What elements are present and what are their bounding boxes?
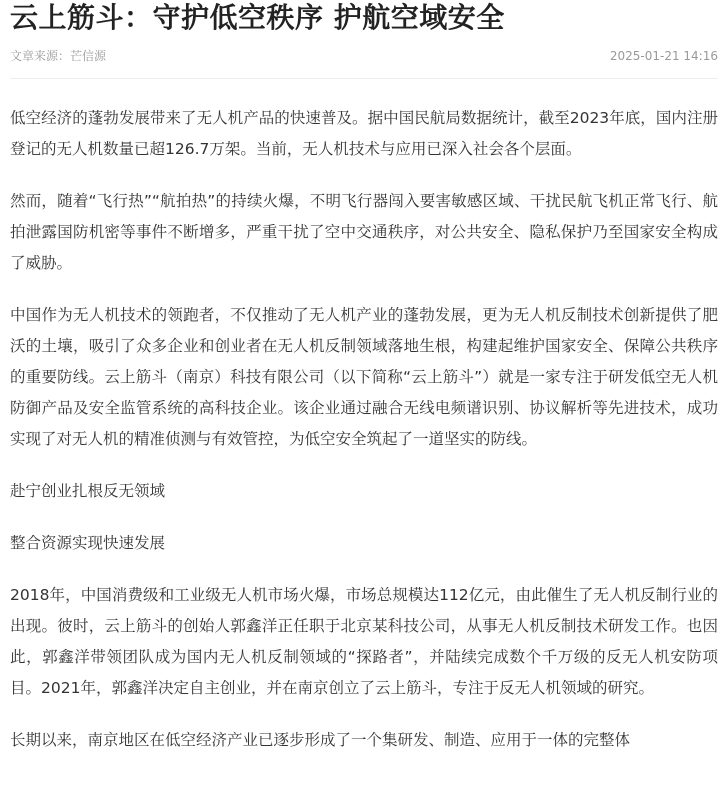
- subheading-2: 整合资源实现快速发展: [10, 534, 166, 552]
- article-source: 文章来源：芒信源: [10, 49, 107, 63]
- article-datetime: 2025-01-21 14:16: [609, 49, 718, 63]
- paragraph-2: 然而，随着“飞行热”“航拍热”的持续火爆，不明飞行器闯入要害敏感区域、干扰民航飞机正常飞行、航拍泄露国防机密等事件不断增多，严重干扰了空中交通秩序，对公共安全、隐私保护乃至国家安全构成了威胁。: [10, 192, 718, 272]
- paragraph-5: 长期以来，南京地区在低空经济产业已逐步形成了一个集研发、制造、应用于一体的完整体: [10, 731, 631, 749]
- paragraph-3: 中国作为无人机技术的领跑者，不仅推动了无人机产业的蓬勃发展，更为无人机反制技术创新提供了肥沃的土壤，吸引了众多企业和创业者在无人机反制领域落地生根，构建起维护国家安全、保障公共秩序的重要防线。云上筋斗（南京）科技有限公司（以下简称“云上筋斗”）就是一家专注于研发低空无人机防御产品及安全监管系统的高科技企业。该企业通过融合无线电频谱识别、协议解析等先进技术，成功实现了对无人机的精准侦测与有效管控，为低空安全筑起了一道坚实的防线。: [10, 306, 718, 448]
- article-meta: [10, 46, 718, 66]
- subheading-1: 赴宁创业扎根反无领域: [10, 482, 166, 500]
- article-title: 云上筋斗：守护低空秩序 护航空域安全: [10, 1, 505, 34]
- paragraph-4: 2018年，中国消费级和工业级无人机市场火爆，市场总规模达112亿元，由此催生了无人机反制行业的出现。彼时，云上筋斗的创始人郭鑫洋正任职于北京某科技公司，从事无人机反制技术研发工作。也因此，郭鑫洋带领团队成为国内无人机反制领域的“探路者”，并陆续完成数个千万级的反无人机安防项目。2021年，郭鑫洋决定自主创业，并在南京创立了云上筋斗，专注于反无人机领域的研究。: [10, 586, 718, 697]
- article-body: [10, 103, 718, 756]
- paragraph-1: 低空经济的蓬勃发展带来了无人机产品的快速普及。据中国民航局数据统计，截至2023年底，国内注册登记的无人机数量已超126.7万架。当前，无人机技术与应用已深入社会各个层面。: [10, 109, 718, 158]
- meta-divider: [10, 78, 718, 79]
